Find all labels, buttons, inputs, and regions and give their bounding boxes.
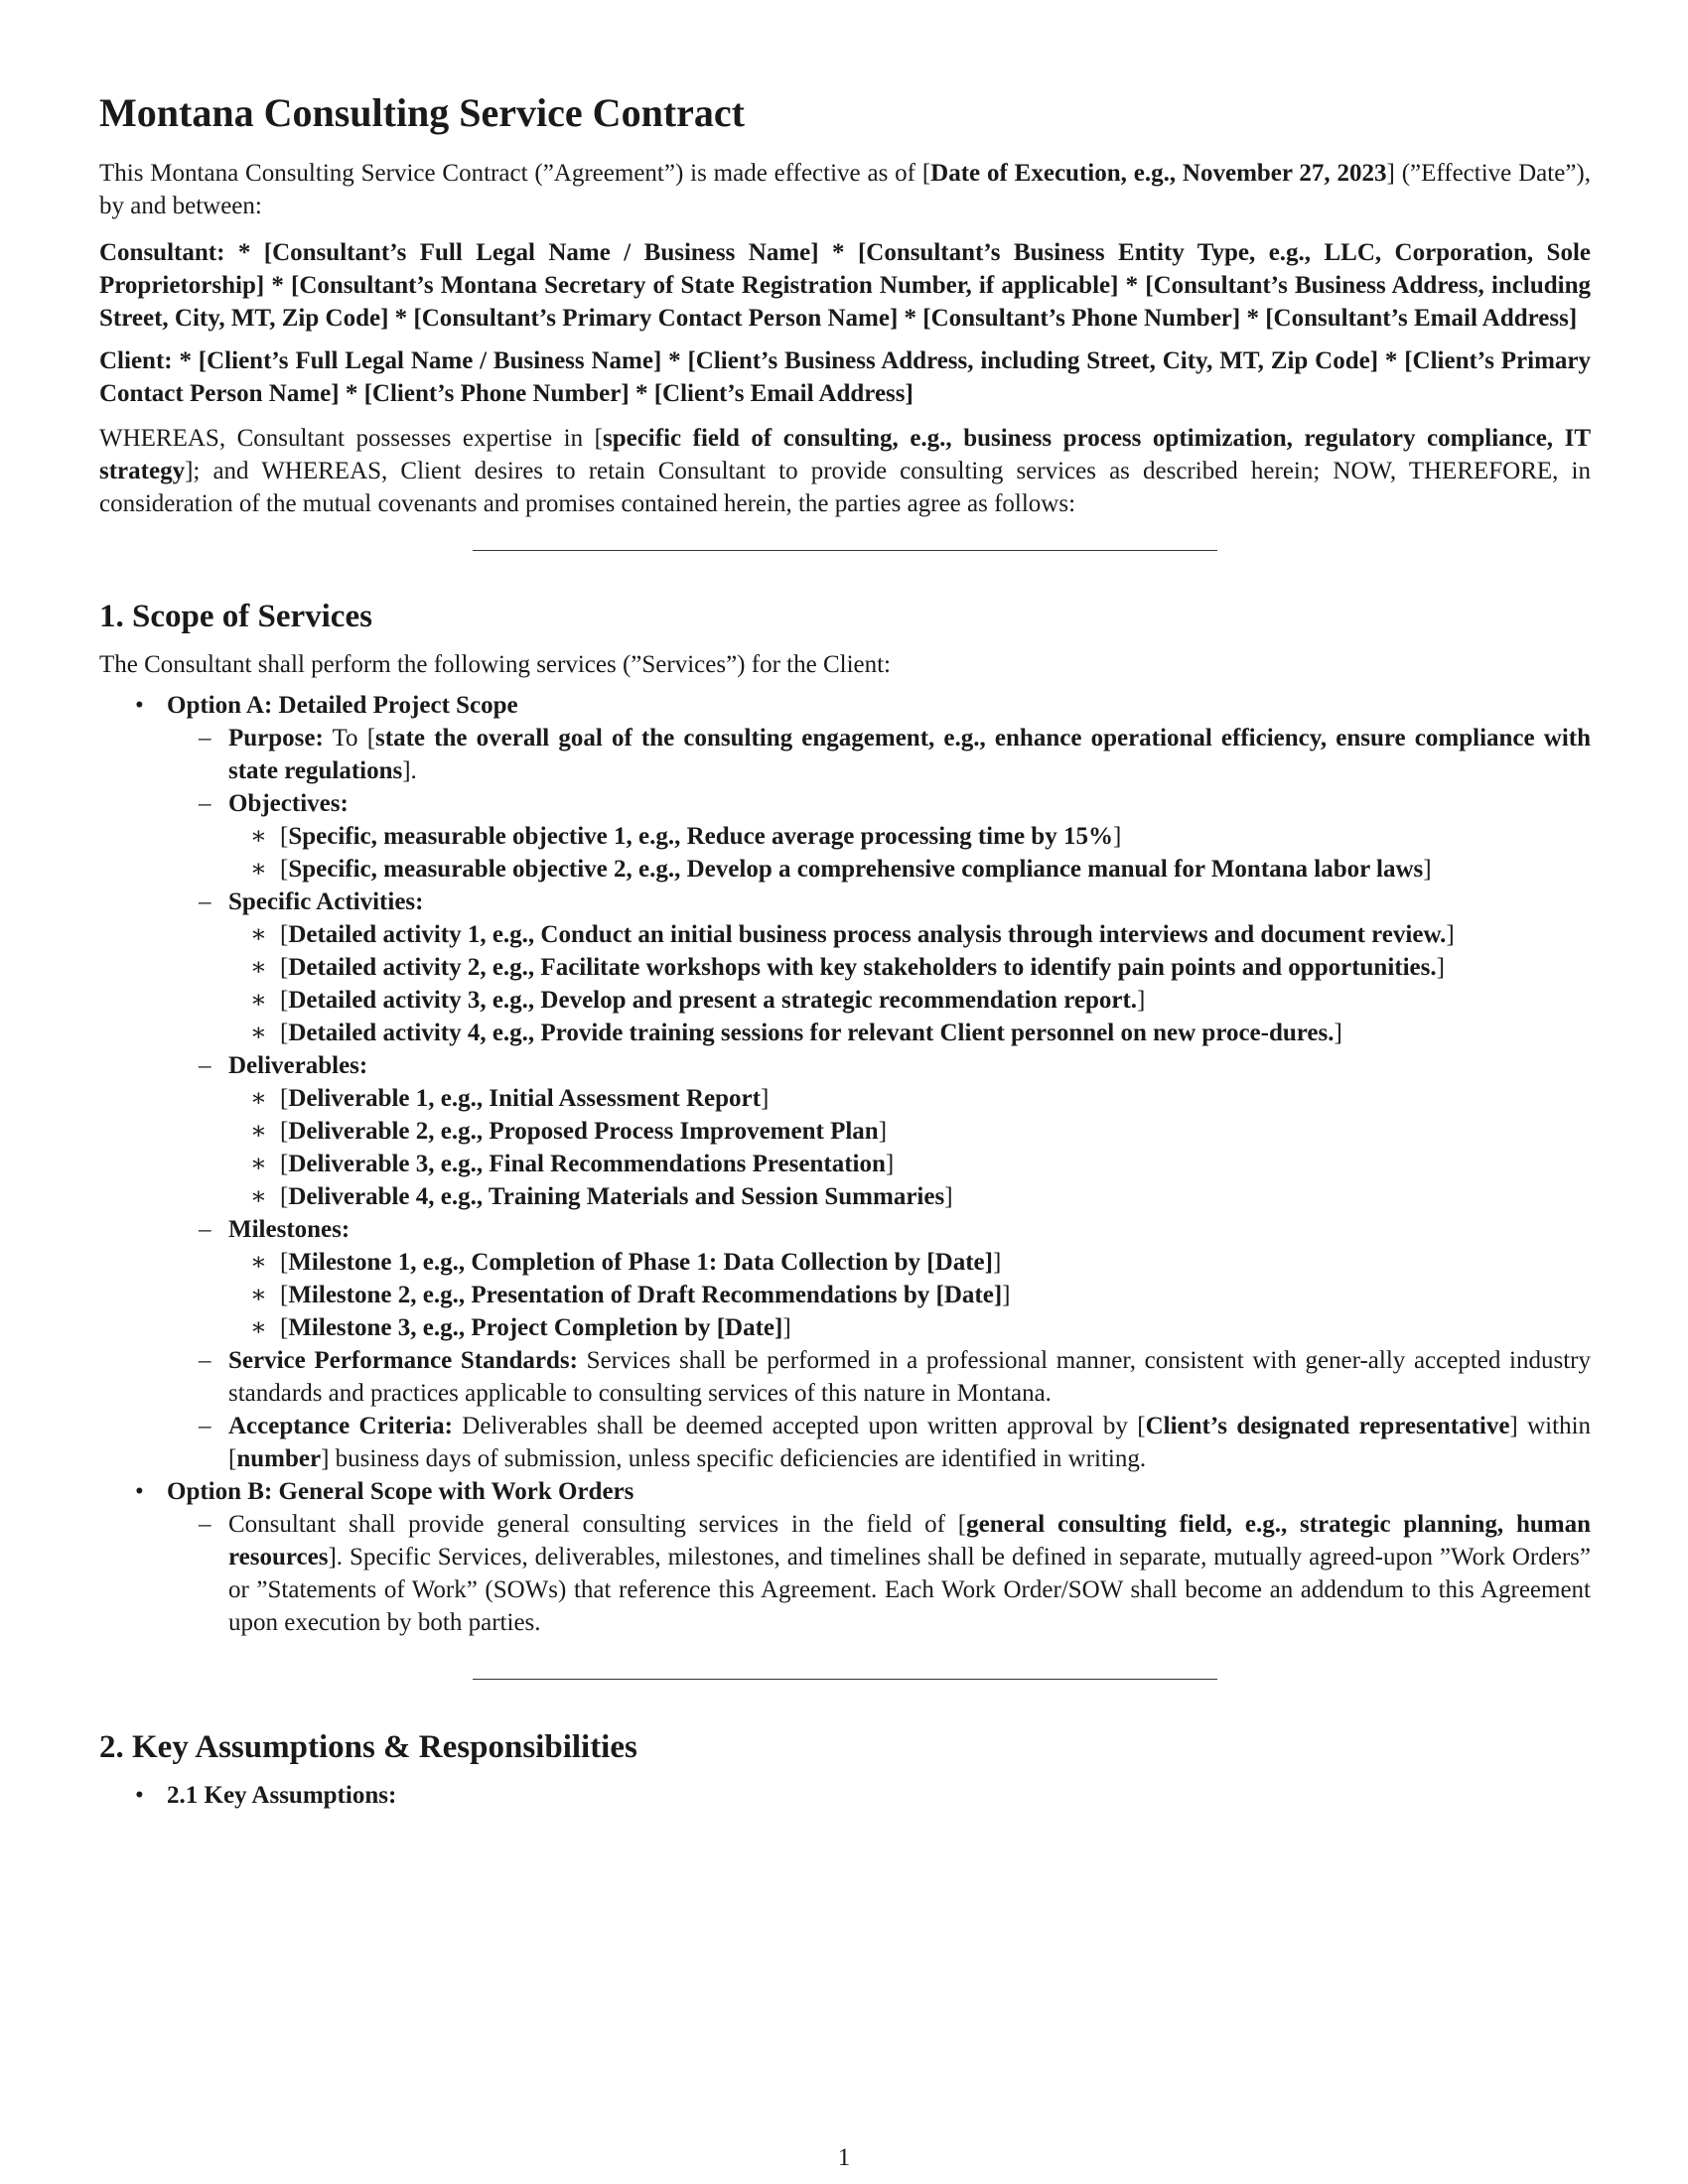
list-item (167, 722, 1591, 787)
activity-1: Detailed activity 1, e.g., Conduct an initial business process analysis through interviews and document review. (288, 921, 1447, 948)
scope-options-list (99, 689, 1591, 1639)
client-details: * [Client’s Full Legal Name / Business Name] * [Client’s Business Address, including Street, City, MT, Zip Code] * [Client’s Primary Contact Person Name] * [Client’s Phone Number] * [Client’s Email Address] (99, 347, 1591, 407)
consultant-details: * [Consultant’s Full Legal Name / Business Name] * [Consultant’s Business Entity Type, e.g., LLC, Corporation, Sole Proprietorship] * [Consultant’s Montana Secretary of State Registration Number, if applicable] * [Consultant’s Business Address, including Street, City, MT, Zip Code] * [Consultant’s Primary Contact Person Name] * [Consultant’s Phone Number] * [Consultant’s Email Address] (99, 239, 1591, 332)
list-item: ∗ [Deliverable 4, e.g., Training Materials and Session Summaries] (228, 1180, 1591, 1213)
deliverable-2: Deliverable 2, e.g., Proposed Process Improvement Plan (288, 1118, 879, 1145)
list-item (167, 1049, 1591, 1213)
list-item (167, 886, 1591, 1049)
option-a-label: Option A: Detailed Project Scope (167, 692, 518, 719)
list-item: – Acceptance Criteria: Deliverables shall be deemed accepted upon written approval by [Client’s designated representative] within [number] business days of submission, unless specific deficiencies are identified in writing. (167, 1410, 1591, 1475)
activities-label: Specific Activities: (228, 888, 424, 915)
activity-3: Detailed activity 3, e.g., Develop and present a strategic recommendation report. (288, 987, 1138, 1014)
purpose-text: To [ (323, 725, 376, 751)
number-placeholder: number (236, 1445, 322, 1472)
document-title: Montana Consulting Service Contract (99, 90, 745, 135)
list-item: ∗ [Specific, measurable objective 1, e.g., Reduce average processing time by 15%] (228, 820, 1591, 853)
whereas-text-end: ]; and WHEREAS, Client desires to retain Consultant to provide consulting services as described herein; NOW, THEREFORE, in consideration of the mutual covenants and promises contained herein, the parties agree as follows: (99, 458, 1591, 517)
list-item: ∗ [Specific, measurable objective 2, e.g., Develop a comprehensive compliance manual for Montana labor laws] (228, 853, 1591, 886)
milestone-1: Milestone 1, e.g., Completion of Phase 1: Data Collection by [Date] (288, 1249, 993, 1276)
deliverable-1: Deliverable 1, e.g., Initial Assessment Report (288, 1085, 761, 1112)
milestones-label: Milestones: (228, 1216, 351, 1243)
section-1-intro: The Consultant shall perform the following services (”Services”) for the Client: (99, 651, 891, 678)
general-field-placeholder: general consulting field, e.g., strategic planning, human resources (228, 1511, 1591, 1570)
list-item (167, 787, 1591, 886)
list-item: ∗ [Detailed activity 2, e.g., Facilitate workshops with key stakeholders to identify pain points and opportunities.] (228, 951, 1591, 984)
consultant-block (99, 236, 1591, 335)
designated-representative-placeholder: Client’s designated representative (1145, 1413, 1510, 1439)
list-item: ∗ [Detailed activity 4, e.g., Provide training sessions for relevant Client personnel on new proce-dures.] (228, 1017, 1591, 1049)
deliverables-label: Deliverables: (228, 1052, 368, 1079)
assumptions-list (99, 1779, 1591, 1812)
activity-2: Detailed activity 2, e.g., Facilitate workshops with key stakeholders to identify pain points and opportunities. (288, 954, 1437, 981)
milestone-3: Milestone 3, e.g., Project Completion by [Date] (288, 1314, 783, 1341)
milestone-2: Milestone 2, e.g., Presentation of Draft Recommendations by [Date] (288, 1282, 1003, 1308)
consulting-field-placeholder: specific field of consulting, e.g., business process optimization, regulatory compliance, IT strategy (99, 425, 1591, 484)
objectives-label: Objectives: (228, 790, 349, 817)
client-block (99, 344, 1591, 410)
page-number: 1 (837, 2144, 851, 2171)
horizontal-rule (473, 550, 1217, 551)
objective-1: Specific, measurable objective 1, e.g., Reduce average processing time by 15% (288, 823, 1113, 850)
whereas-paragraph (99, 422, 1591, 520)
intro-paragraph (99, 157, 1591, 222)
list-item (99, 1475, 1591, 1639)
list-item: – Consultant shall provide general consulting services in the field of [general consulting field, e.g., strategic planning, human resources]. Specific Services, deliverables, milestones, and timelines shall be defined in separate, mutually agreed-upon ”Work Orders” or ”Statements of Work” (SOWs) that reference this Agreement. Each Work Order/SOW shall become an addendum to this Agreement upon execution by both parties. (167, 1508, 1591, 1639)
list-item (167, 1213, 1591, 1344)
list-item: ∗ [Deliverable 1, e.g., Initial Assessment Report] (228, 1082, 1591, 1115)
purpose-text-end: ]. (402, 757, 417, 784)
objective-2: Specific, measurable objective 2, e.g., Develop a comprehensive compliance manual for Montana labor laws (288, 856, 1424, 883)
performance-text: Services shall be performed in a professional manner, consistent with gener-ally accepted industry standards and practices applicable to consulting services of this nature in Montana. (228, 1347, 1592, 1407)
list-item (99, 1779, 1591, 1812)
performance-label: Service Performance Standards: (228, 1347, 578, 1374)
list-item (99, 689, 1591, 1475)
activity-4: Detailed activity 4, e.g., Provide training sessions for relevant Client personnel on new proce-dures. (288, 1020, 1335, 1046)
consultant-label: Consultant: (99, 239, 225, 266)
option-b-label: Option B: General Scope with Work Orders (167, 1478, 634, 1505)
client-label: Client: (99, 347, 173, 374)
key-assumptions-label: 2.1 Key Assumptions: (167, 1782, 397, 1809)
whereas-text: WHEREAS, Consultant possesses expertise in [ (99, 425, 603, 452)
list-item (167, 1344, 1591, 1410)
purpose-label: Purpose: (228, 725, 324, 751)
document-page (99, 79, 1591, 1812)
list-item: ∗ [Milestone 1, e.g., Completion of Phase 1: Data Collection by [Date]] (228, 1246, 1591, 1279)
effective-date-placeholder: Date of Execution, e.g., November 27, 2023 (930, 160, 1387, 187)
list-item: ∗ [Milestone 2, e.g., Presentation of Draft Recommendations by [Date]] (228, 1279, 1591, 1311)
section-1-heading: 1. Scope of Services (99, 599, 372, 634)
list-item: ∗ [Milestone 3, e.g., Project Completion by [Date]] (228, 1311, 1591, 1344)
list-item: ∗ [Deliverable 2, e.g., Proposed Process Improvement Plan] (228, 1115, 1591, 1148)
intro-text-end: ] (”Effective Date”), by and between: (99, 160, 1591, 219)
deliverable-3: Deliverable 3, e.g., Final Recommendations Presentation (288, 1151, 886, 1177)
horizontal-rule (473, 1679, 1217, 1680)
intro-text: This Montana Consulting Service Contract (”Agreement”) is made effective as of [ (99, 160, 931, 187)
purpose-placeholder: state the overall goal of the consulting engagement, e.g., enhance operational efficiency, ensure compliance with state regulations (228, 725, 1591, 784)
list-item: ∗ [Detailed activity 3, e.g., Develop and present a strategic recommendation report.] (228, 984, 1591, 1017)
section-2-heading: 2. Key Assumptions & Responsibilities (99, 1729, 637, 1765)
list-item: ∗ [Deliverable 3, e.g., Final Recommendations Presentation] (228, 1148, 1591, 1180)
list-item: ∗ [Detailed activity 1, e.g., Conduct an initial business process analysis through interviews and document review.] (228, 918, 1591, 951)
deliverable-4: Deliverable 4, e.g., Training Materials and Session Summaries (288, 1183, 945, 1210)
acceptance-label: Acceptance Criteria: (228, 1413, 453, 1439)
